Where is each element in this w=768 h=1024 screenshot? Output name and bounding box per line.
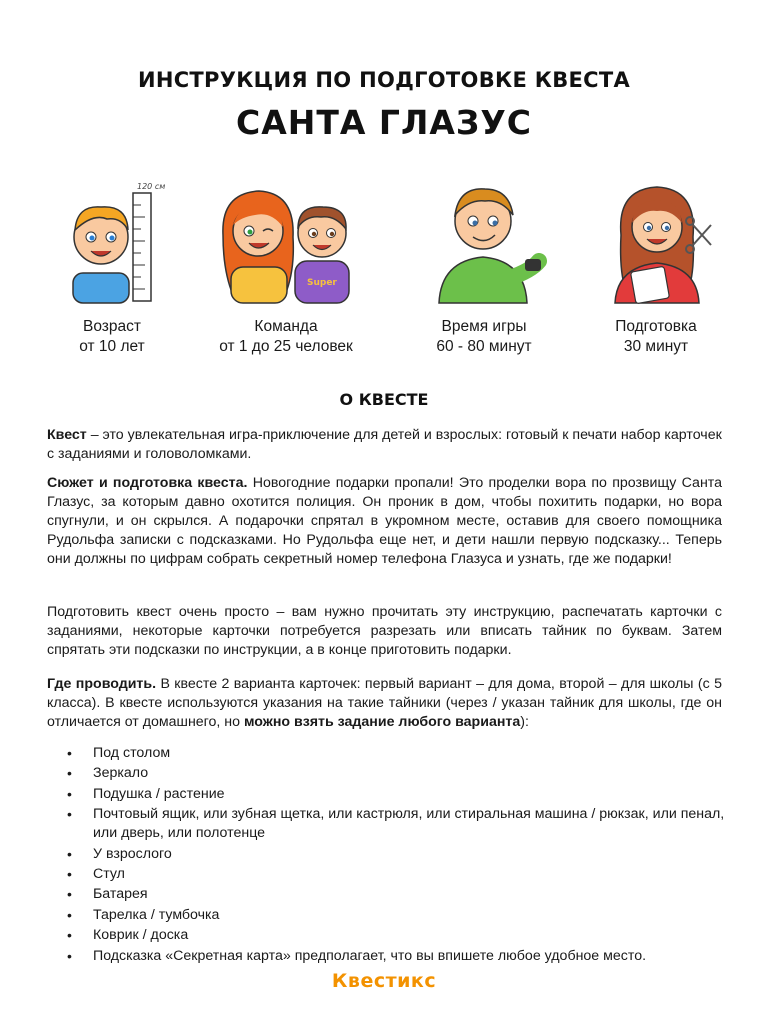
list-item: • Под столом — [67, 744, 727, 763]
list-item: • Коврик / доска — [67, 926, 727, 945]
info-value: 60 - 80 минут — [436, 338, 532, 355]
paragraph-text: Подготовить квест очень просто – вам нужно прочитать эту инструкцию, распечатать карточки с заданиями, некоторые карточки потребуется разрезать или вписать тайник по буквам. Затем спрятать эти подсказки по инструкции, а в конце приготовить подарки. — [47, 604, 722, 658]
info-card-preparation — [561, 175, 751, 357]
boy-watch-illustration — [409, 175, 559, 305]
list-item: • Стул — [67, 865, 727, 884]
info-label: Время игры — [441, 318, 527, 335]
list-item: • Подушка / растение — [67, 785, 727, 804]
paragraph-preparation — [47, 603, 722, 660]
bold-term: Где проводить. — [47, 676, 157, 692]
section-heading: О КВЕСТЕ — [339, 390, 429, 409]
info-card-game-time — [389, 175, 579, 357]
paragraph-text: – это увлекательная игра-приключение для детей и взрослых: готовый к печати набор карточек с заданиями и головоломками. — [47, 427, 722, 462]
ruler-label: 120 см — [137, 182, 166, 191]
document-title: ИНСТРУКЦИЯ ПО ПОДГОТОВКЕ КВЕСТА — [137, 68, 631, 92]
paragraph-text: Новогодние подарки пропали! Это проделки вора по прозвищу Санта Глазус, за которым давно охотится полиция. Он проник в дом, чтобы похитить подарки, но вора спугнули, и он скрылся. А подарочки спрятал в укромном месте, оставив для своего помощника Рудольфа записки с подсказками. Но Рудольфа еще нет, и дети нашли первую подсказку... Теперь они должны по цифрам собрать секретный номер телефона Глазуса и узнать, где же подарки! — [47, 475, 723, 567]
quest-name: САНТА ГЛАЗУС — [236, 103, 532, 142]
list-item: • Почтовый ящик, или зубная щетка, или кастрюля, или стиральная машина / рюкзак, или пенал, или дверь, или полотенце — [67, 805, 727, 843]
brand-logo: Квестикс — [331, 970, 437, 992]
shirt-label: Super — [307, 278, 337, 288]
paragraph-intro — [47, 426, 722, 464]
list-item: • Зеркало — [67, 764, 727, 783]
list-item: • Батарея — [67, 885, 727, 904]
info-value: от 10 лет — [79, 338, 145, 355]
info-value: 30 минут — [623, 338, 689, 355]
list-item: • У взрослого — [67, 845, 727, 864]
child-height-ruler-illustration — [37, 175, 187, 305]
info-card-team — [191, 175, 381, 357]
bold-term: Квест — [47, 427, 87, 443]
girl-scissors-illustration — [581, 175, 731, 305]
hiding-places-list — [67, 744, 727, 967]
info-value: от 1 до 25 человек — [219, 338, 353, 355]
list-item: • Тарелка / тумбочка — [67, 906, 727, 925]
info-card-age — [17, 175, 207, 357]
info-label: Команда — [254, 318, 318, 335]
team-kids-illustration — [211, 175, 361, 305]
list-item: • Подсказка «Секретная карта» предполагает, что вы впишете любое удобное место. — [67, 947, 727, 966]
bold-term: Сюжет и подготовка квеста. — [47, 475, 248, 491]
info-label: Подготовка — [615, 318, 697, 335]
bold-emphasis: можно взять задание любого варианта — [243, 714, 521, 730]
paragraph-text-end: ): — [520, 714, 529, 730]
info-label: Возраст — [83, 318, 141, 335]
paragraph-text: В квесте 2 варианта карточек: первый вариант – для дома, второй – для школы (с 5 класса). В квесте используются указания на такие тайники (через / указан тайник для школы, где он отличается от домашнего, но — [47, 676, 722, 730]
paragraph-plot — [47, 474, 722, 569]
paragraph-where — [47, 675, 722, 732]
